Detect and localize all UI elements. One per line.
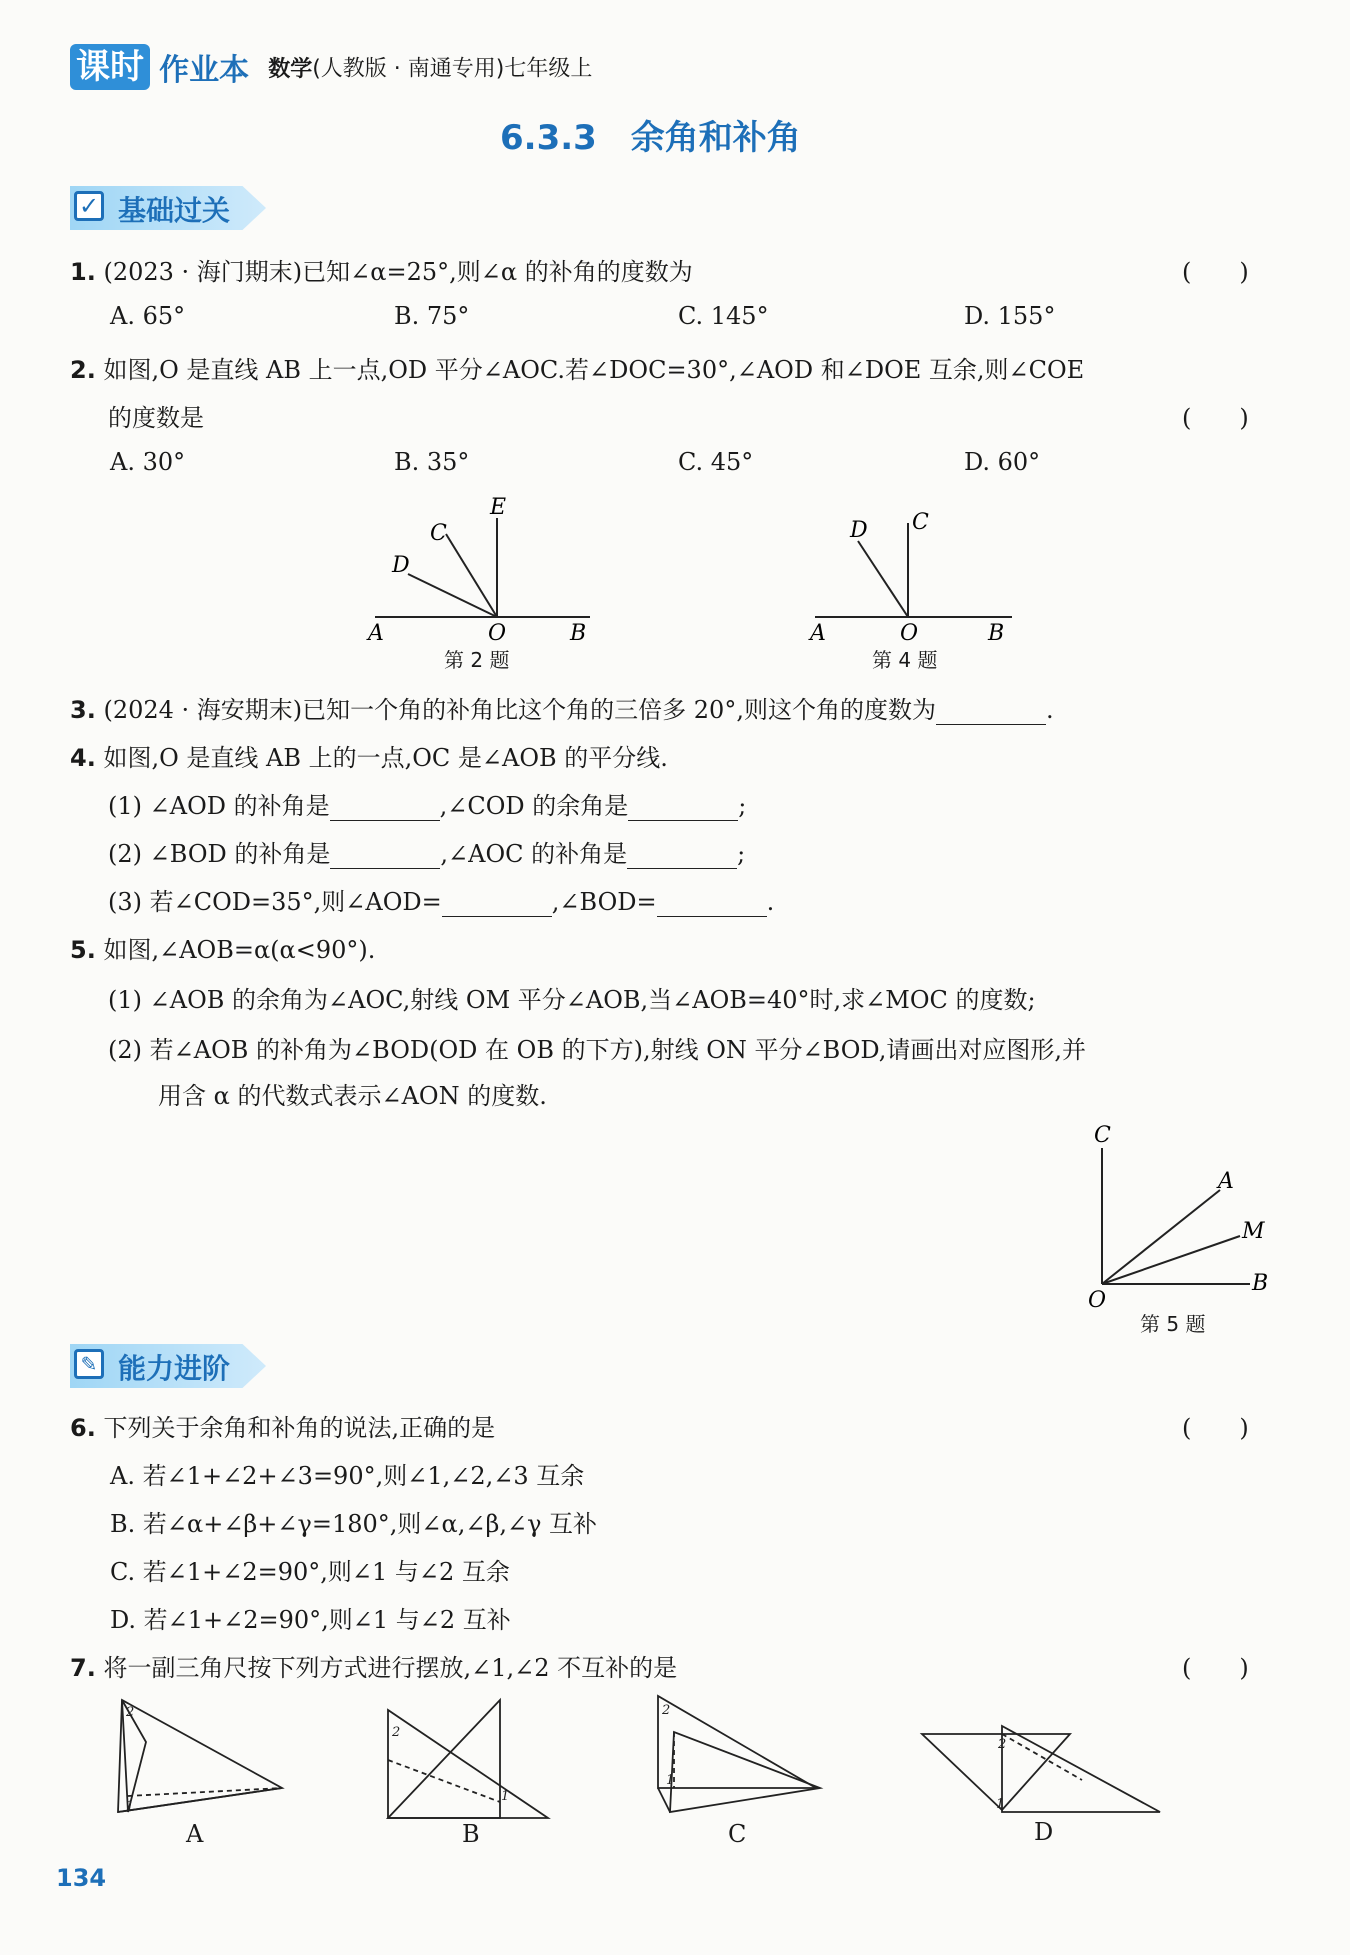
label-d: D <box>392 553 410 578</box>
question-2 <box>70 350 1084 385</box>
question-text-cont: 的度数是 <box>108 404 204 432</box>
option-a: A. 65° <box>110 302 186 330</box>
question-text: 将一副三角尺按下列方式进行摆放,∠1,∠2 不互补的是 <box>103 1654 678 1682</box>
subquestion-text: ; <box>738 792 747 820</box>
answer-blank[interactable] <box>442 892 552 917</box>
question-number: 7. <box>70 1654 96 1682</box>
subquestion-text: ,∠COD 的余角是 <box>439 792 629 820</box>
page-number: 134 <box>56 1864 107 1892</box>
figure-4 <box>800 505 1030 650</box>
angle-label-d-1: 1 <box>996 1797 1005 1812</box>
answer-blank[interactable] <box>657 892 767 917</box>
answer-paren: ( ) <box>1182 1654 1249 1682</box>
subquestion-text: ,∠BOD= <box>551 888 657 916</box>
label-a: A <box>368 621 384 646</box>
option-b: B. 35° <box>394 448 470 476</box>
option-b: B. 75° <box>394 302 470 330</box>
question-7 <box>70 1648 677 1683</box>
option-d: D. 60° <box>964 448 1041 476</box>
question-number: 2. <box>70 356 96 384</box>
question-4 <box>70 738 668 773</box>
label-b: B <box>988 621 1005 646</box>
label-c: C <box>1094 1123 1111 1148</box>
option-d: D. 155° <box>964 302 1056 330</box>
angle-label-b-1: 1 <box>501 1789 510 1804</box>
subquestion-text: (3) 若∠COD=35°,则∠AOD= <box>108 888 442 916</box>
label-o: O <box>900 621 919 646</box>
option-a: A. 30° <box>110 448 186 476</box>
section-basic-title: 基础过关 <box>118 194 231 227</box>
header-edition: (人教版 · 南通专用)七年级上 <box>312 56 593 82</box>
subquestion-5-2-cont: 用含 α 的代数式表示∠AON 的度数. <box>158 1082 547 1110</box>
header-logo: 课时 <box>70 44 150 90</box>
figure-5-caption: 第 5 题 <box>1140 1312 1206 1336</box>
check-icon: ✓ <box>74 191 104 221</box>
question-1 <box>70 252 693 287</box>
option-a: A. 若∠1+∠2+∠3=90°,则∠1,∠2,∠3 互余 <box>110 1462 585 1490</box>
figure-4-caption: 第 4 题 <box>872 648 938 672</box>
option-d: D. 若∠1+∠2=90°,则∠1 与∠2 互补 <box>110 1606 511 1634</box>
label-d: D <box>850 518 868 543</box>
label-b: B <box>570 621 587 646</box>
label-m: M <box>1242 1219 1265 1244</box>
option-c: C. 若∠1+∠2=90°,则∠1 与∠2 互余 <box>110 1558 510 1586</box>
question-number: 1. <box>70 258 96 286</box>
answer-paren: ( ) <box>1182 258 1249 286</box>
question-5 <box>70 930 375 965</box>
question-text: 如图,∠AOB=α(α<90°). <box>103 936 376 964</box>
label-e: E <box>490 495 507 520</box>
subquestion-text: ; <box>737 840 746 868</box>
angle-label-a-1: 1 <box>126 1799 135 1814</box>
figure-2-caption: 第 2 题 <box>444 648 510 672</box>
section-title: 6.3.3 余角和补角 <box>500 118 801 158</box>
answer-blank[interactable] <box>627 844 737 869</box>
subquestion-text: (1) ∠AOD 的补角是 <box>108 792 330 820</box>
option-b: B. 若∠α+∠β+∠γ=180°,则∠α,∠β,∠γ 互补 <box>110 1510 598 1538</box>
angle-label-a-2: 2 <box>126 1705 135 1720</box>
subquestion-4-2 <box>108 834 745 869</box>
subquestion-4-1 <box>108 786 746 821</box>
subquestion-5-1: (1) ∠AOB 的余角为∠AOC,射线 OM 平分∠AOB,当∠AOB=40°时,求∠MOC 的度数; <box>108 986 1036 1014</box>
header <box>70 44 592 94</box>
label-a: A <box>1218 1169 1234 1194</box>
subquestion-5-2: (2) 若∠AOB 的补角为∠BOD(OD 在 OB 的下方),射线 ON 平分∠BOD,请画出对应图形,并 <box>108 1036 1087 1064</box>
subquestion-text: . <box>766 888 775 916</box>
figure-label-a: A <box>186 1820 204 1848</box>
question-text: (2024 · 海安期末)已知一个角的补角比这个角的三倍多 20°,则这个角的度数为 <box>103 696 936 724</box>
pencil-icon: ✎ <box>74 1349 104 1379</box>
question-number: 4. <box>70 744 96 772</box>
question-text: 下列关于余角和补角的说法,正确的是 <box>103 1414 496 1442</box>
figure-2 <box>360 490 610 650</box>
question-text: 如图,O 是直线 AB 上的一点,OC 是∠AOB 的平分线. <box>103 744 668 772</box>
answer-blank[interactable] <box>330 796 440 821</box>
section-advanced-title: 能力进阶 <box>118 1352 231 1385</box>
angle-label-c-2: 2 <box>662 1703 671 1718</box>
label-a: A <box>810 621 826 646</box>
question-text: 如图,O 是直线 AB 上一点,OD 平分∠AOC.若∠DOC=30°,∠AOD 和∠DOE 互余,则∠COE <box>103 356 1085 384</box>
answer-paren: ( ) <box>1182 1414 1249 1442</box>
answer-blank[interactable] <box>936 700 1046 725</box>
option-c: C. 45° <box>678 448 754 476</box>
label-b: B <box>1252 1271 1269 1296</box>
figure-label-b: B <box>462 1820 480 1848</box>
subquestion-text: ,∠AOC 的补角是 <box>440 840 628 868</box>
question-number: 6. <box>70 1414 96 1442</box>
figure-5 <box>1080 1120 1280 1310</box>
angle-label-c-1: 1 <box>666 1773 675 1788</box>
question-6 <box>70 1408 495 1443</box>
header-subject: 数学 <box>268 56 313 82</box>
answer-blank[interactable] <box>628 796 738 821</box>
question-3 <box>70 690 1054 725</box>
header-series: 作业本 <box>159 53 250 88</box>
figure-label-c: C <box>728 1820 747 1848</box>
subquestion-text: (2) ∠BOD 的补角是 <box>108 840 331 868</box>
question-number: 5. <box>70 936 96 964</box>
subquestion-4-3 <box>108 882 774 917</box>
label-c: C <box>912 510 929 535</box>
angle-label-b-2: 2 <box>392 1725 401 1740</box>
angle-label-d-2: 2 <box>998 1737 1007 1752</box>
label-o: O <box>1088 1288 1107 1310</box>
label-c: C <box>430 521 447 546</box>
label-o: O <box>488 621 507 646</box>
question-text: (2023 · 海门期末)已知∠α=25°,则∠α 的补角的度数为 <box>103 258 693 286</box>
figure-label-d: D <box>1034 1818 1054 1846</box>
answer-paren: ( ) <box>1182 404 1249 432</box>
set-square-figures <box>100 1690 1180 1860</box>
option-c: C. 145° <box>678 302 769 330</box>
question-number: 3. <box>70 696 96 724</box>
answer-blank[interactable] <box>330 844 440 869</box>
question-end: . <box>1045 696 1054 724</box>
